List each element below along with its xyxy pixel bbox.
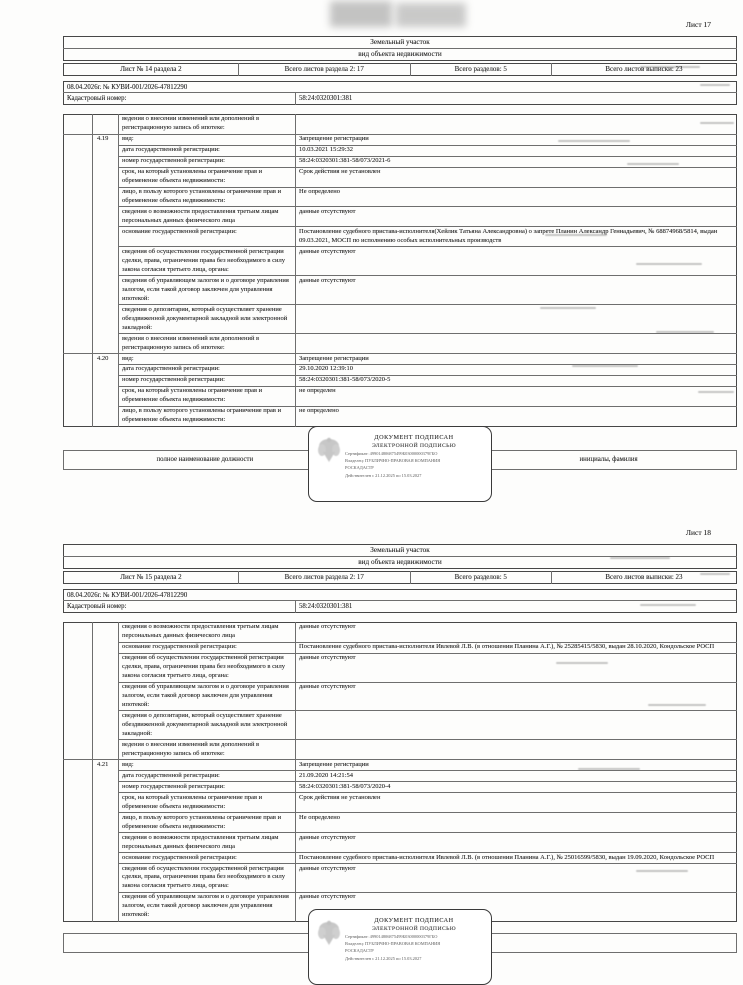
record-label: лицо, в пользу которого установлены ограничение прав и обременение объекта недвижимости: [119,406,296,426]
record-value: не определен [296,386,737,406]
record-number [93,276,119,305]
record-spacer-cell [64,771,93,782]
record-value: Постановление судебного пристава-исполнителя Ивлевой Л.В. (в отношении Планина А.Г.), № 25016599/5830, выдан 19.09.2020, Кондольское РОСП [296,853,737,864]
record-value: данные отсутствуют [296,653,737,682]
record-label: основание государственной регистрации: [119,642,296,653]
object-type-title: Земельный участок [370,545,430,554]
record-spacer-cell [64,406,93,426]
record-label: основание государственной регистрации: [119,227,296,247]
signature-area [63,916,737,961]
sheet-meta-table [63,63,737,76]
stamp-validity-line: Действителен с 21.12.2025 по 15.03.2027 [345,955,422,961]
document-sheet [63,528,737,961]
cadastral-number-label: Кадастровый номер: [64,93,296,104]
record-number [93,375,119,386]
record-value: Постановление судебного пристава-исполнителя Ивлевой Л.В. (в отношении Планина А.Г.), № 25285415/5830, выдан 28.10.2020, Кондольское РОСП [296,642,737,653]
record-number [93,813,119,833]
record-value: Постановление судебного пристава-исполнителя(Хейлик Татьяна Александровна) о запрете Планин Александр Геннадьевич, № 68874968/5814, выдан 09.03.2021, МОСП по исполнению особых исполнительных производств [296,227,737,247]
record-row [64,305,737,334]
position-title-cell: полное наименование должности [64,450,347,469]
record-row [64,622,737,642]
record-spacer-cell [64,833,93,853]
record-number [93,114,119,134]
stamp-owner-line-1: Владелец: ПУБЛИЧНО-ПРАВОВАЯ КОМПАНИЯ [345,458,441,464]
record-label: номер государственной регистрации: [119,156,296,167]
meta-cell: Лист № 14 раздела 2 [120,64,182,73]
record-row [64,247,737,276]
stamp-owner-line-2: РОСКАДАСТР [345,465,374,471]
record-row [64,114,737,134]
record-row [64,740,737,760]
record-value: данные отсутствуют [296,833,737,853]
stamp-title-line-2: ЭЛЕКТРОННОЙ ПОДПИСЬЮ [371,442,457,449]
record-value: Срок действия не установлен [296,793,737,813]
record-number [93,682,119,711]
object-title-table [63,36,737,61]
record-value: Не определено [296,187,737,207]
stamp-validity-line: Действителен с 21.12.2025 по 15.03.2027 [345,472,422,478]
record-spacer-cell [64,145,93,156]
record-label: ведения о внесении изменений или дополнений в регистрационную запись об ипотеке: [119,334,296,354]
coat-of-arms-icon [317,436,341,464]
record-label: сведения об управляющем залогом и о договоре управления залогом, если такой договор заключен для управления ипотекой: [119,682,296,711]
object-type-title: Земельный участок [370,37,430,46]
record-label: лицо, в пользу которого установлены ограничение прав и обременение объекта недвижимости: [119,187,296,207]
record-row [64,711,737,740]
record-spacer-cell [64,114,93,134]
stamp-title-line-2: ЭЛЕКТРОННОЙ ПОДПИСЬЮ [371,925,457,932]
document-sheet [63,20,737,478]
record-row [64,364,737,375]
record-spacer-cell [64,782,93,793]
request-table [63,81,737,105]
record-value: данные отсутствуют [296,864,737,893]
record-spacer-cell [64,760,93,771]
records-table [63,622,737,922]
cadastral-number-value: 58:24:0320301:381 [296,93,737,104]
record-number: 4.20 [93,354,119,365]
record-label: вид: [119,760,296,771]
record-spacer-cell [64,156,93,167]
record-label: номер государственной регистрации: [119,375,296,386]
object-title-table [63,544,737,569]
record-number [93,653,119,682]
record-row [64,134,737,145]
sheet-number-label: Лист 17 [685,20,711,29]
record-number [93,167,119,187]
record-label: сведения об управляющем залогом и о договоре управления залогом, если такой договор заключен для управления ипотекой: [119,276,296,305]
record-spacer-cell [64,892,93,921]
record-spacer-cell [64,864,93,893]
record-value [296,711,737,740]
object-type-subtitle: вид объекта недвижимости [64,49,737,61]
record-value: 21.09.2020 14:21:54 [296,771,737,782]
record-row [64,771,737,782]
record-label: ведения о внесении изменений или дополнений в регистрационную запись об ипотеке: [119,740,296,760]
record-value: данные отсутствуют [296,892,737,921]
record-number [93,711,119,740]
meta-cell: Всего разделов: 5 [410,572,551,584]
meta-cell: Всего листов выписки: 23 [551,64,736,76]
stamp-certificate-line: Сертификат: 499014806875499Б03000000379ГБО [345,934,438,939]
record-spacer-cell [64,207,93,227]
initials-surname-cell [481,933,737,952]
record-spacer-cell [64,622,93,642]
record-row [64,782,737,793]
coat-of-arms-icon [317,919,341,947]
record-value: данные отсутствуют [296,622,737,642]
record-number [93,334,119,354]
record-row [64,864,737,893]
record-value [296,114,737,134]
record-number [93,386,119,406]
record-number [93,833,119,853]
record-label: сведения о депозитарии, который осуществляет хранение обездвиженной документарной закладной или электронной закладной: [119,305,296,334]
record-label: ведения о внесении изменений или дополнений в регистрационную запись об ипотеке: [119,114,296,134]
record-number [93,782,119,793]
record-row [64,156,737,167]
position-title-cell [64,933,347,952]
record-number [93,207,119,227]
signature-area [63,433,737,478]
record-row [64,375,737,386]
record-label: сведения о возможности предоставления третьим лицам персональных данных физического лица [119,833,296,853]
record-number [93,771,119,782]
request-number: 08.04.2026г. № КУВИ-001/2026-47812290 [67,83,188,91]
stamp-title-line-1: ДОКУМЕНТ ПОДПИСАН [374,433,454,441]
records-table [63,114,737,427]
record-row [64,334,737,354]
sheet-meta-table [63,571,737,584]
record-label: сведения о возможности предоставления третьим лицам персональных данных физического лица [119,207,296,227]
record-label: сведения о возможности предоставления третьим лицам персональных данных физического лица [119,622,296,642]
record-spacer-cell [64,813,93,833]
meta-cell: Всего листов раздела 2: 17 [238,572,410,584]
record-number [93,864,119,893]
record-spacer-cell [64,853,93,864]
record-spacer-cell [64,740,93,760]
record-spacer-cell [64,682,93,711]
record-value: данные отсутствуют [296,682,737,711]
record-row [64,167,737,187]
stamp-owner-line-1: Владелец: ПУБЛИЧНО-ПРАВОВАЯ КОМПАНИЯ [345,941,441,947]
record-row [64,793,737,813]
record-value: данные отсутствуют [296,207,737,227]
record-row [64,187,737,207]
cadastral-number-label: Кадастровый номер: [64,601,296,612]
record-row [64,207,737,227]
record-number [93,156,119,167]
record-label: срок, на который установлены ограничение прав и обременение объекта недвижимости: [119,167,296,187]
record-row [64,642,737,653]
record-spacer-cell [64,187,93,207]
record-label: сведения о депозитарии, который осуществляет хранение обездвиженной документарной закладной или электронной закладной: [119,711,296,740]
record-value [296,305,737,334]
record-row [64,760,737,771]
record-value: 58:24:0320301:381-58/073/2020-4 [296,782,737,793]
record-row [64,682,737,711]
record-value [296,740,737,760]
record-spacer-cell [64,364,93,375]
record-value [296,334,737,354]
record-value: Срок действия не установлен [296,167,737,187]
record-value: 58:24:0320301:381-58/073/2021-6 [296,156,737,167]
record-label: сведения об осуществлении государственной регистрации сделки, права, ограничения права без необходимого в силу закона согласия третьего лица, органа: [119,247,296,276]
meta-cell: Всего разделов: 5 [410,64,551,76]
record-value: Запрещение регистрации [296,354,737,365]
object-type-subtitle: вид объекта недвижимости [64,557,737,569]
digital-signature-stamp [308,909,492,985]
record-spacer-cell [64,247,93,276]
record-row [64,145,737,156]
record-label: вид: [119,134,296,145]
record-number [93,793,119,813]
sheet-number-label: Лист 18 [685,528,711,537]
record-number [93,187,119,207]
record-number [93,305,119,334]
meta-cell: Лист № 15 раздела 2 [120,572,182,581]
record-spacer-cell [64,134,93,145]
record-row [64,853,737,864]
record-label: сведения об управляющем залогом и о договоре управления залогом, если такой договор заключен для управления ипотекой: [119,892,296,921]
record-number [93,622,119,642]
stamp-owner-line-2: РОСКАДАСТР [345,948,374,954]
record-number: 4.21 [93,760,119,771]
record-value: 10.03.2021 15:29:32 [296,145,737,156]
record-spacer-cell [64,793,93,813]
record-value: 29.10.2020 12:39:10 [296,364,737,375]
record-number [93,853,119,864]
record-label: дата государственной регистрации: [119,364,296,375]
record-number [93,740,119,760]
record-label: вид: [119,354,296,365]
record-number [93,364,119,375]
request-table [63,589,737,613]
record-spacer-cell [64,354,93,365]
record-number [93,642,119,653]
record-value: Запрещение регистрации [296,760,737,771]
record-spacer-cell [64,711,93,740]
digital-signature-stamp [308,426,492,502]
record-spacer-cell [64,167,93,187]
record-spacer-cell [64,276,93,305]
record-label: срок, на который установлены ограничение прав и обременение объекта недвижимости: [119,386,296,406]
record-spacer-cell [64,653,93,682]
record-label: основание государственной регистрации: [119,853,296,864]
record-number [93,406,119,426]
meta-cell: Всего листов выписки: 23 [551,572,736,584]
cadastral-number-value: 58:24:0320301:381 [296,601,737,612]
record-spacer-cell [64,386,93,406]
record-spacer-cell [64,305,93,334]
record-value: Запрещение регистрации [296,134,737,145]
record-spacer-cell [64,334,93,354]
record-number [93,892,119,921]
record-label: сведения об осуществлении государственной регистрации сделки, права, ограничения права без необходимого в силу закона согласия третьего лица, органа: [119,653,296,682]
record-value: не определено [296,406,737,426]
record-spacer-cell [64,227,93,247]
record-row [64,227,737,247]
record-value: данные отсутствуют [296,247,737,276]
record-number [93,247,119,276]
record-row [64,653,737,682]
record-label: сведения об осуществлении государственной регистрации сделки, права, ограничения права без необходимого в силу закона согласия третьего лица, органа: [119,864,296,893]
record-row [64,354,737,365]
stamp-certificate-line: Сертификат: 499014806875499Б03000000379ГБО [345,450,438,456]
record-row [64,276,737,305]
record-number: 4.19 [93,134,119,145]
stamp-title-line-1: ДОКУМЕНТ ПОДПИСАН [374,916,454,924]
record-value: 58:24:0320301:381-58/073/2020-5 [296,375,737,386]
record-spacer-cell [64,642,93,653]
record-spacer-cell [64,375,93,386]
record-row [64,386,737,406]
request-number: 08.04.2026г. № КУВИ-001/2026-47812290 [67,591,188,599]
record-value: данные отсутствуют [296,276,737,305]
record-number [93,227,119,247]
record-row [64,833,737,853]
record-number [93,145,119,156]
meta-cell: Всего листов раздела 2: 17 [238,64,410,76]
record-row [64,406,737,426]
record-label: дата государственной регистрации: [119,145,296,156]
record-label: дата государственной регистрации: [119,771,296,782]
record-row [64,813,737,833]
initials-surname-cell: инициалы, фамилия [481,450,737,469]
record-value: Не определено [296,813,737,833]
record-label: лицо, в пользу которого установлены ограничение прав и обременение объекта недвижимости: [119,813,296,833]
record-label: срок, на который установлены ограничение прав и обременение объекта недвижимости: [119,793,296,813]
record-label: номер государственной регистрации: [119,782,296,793]
